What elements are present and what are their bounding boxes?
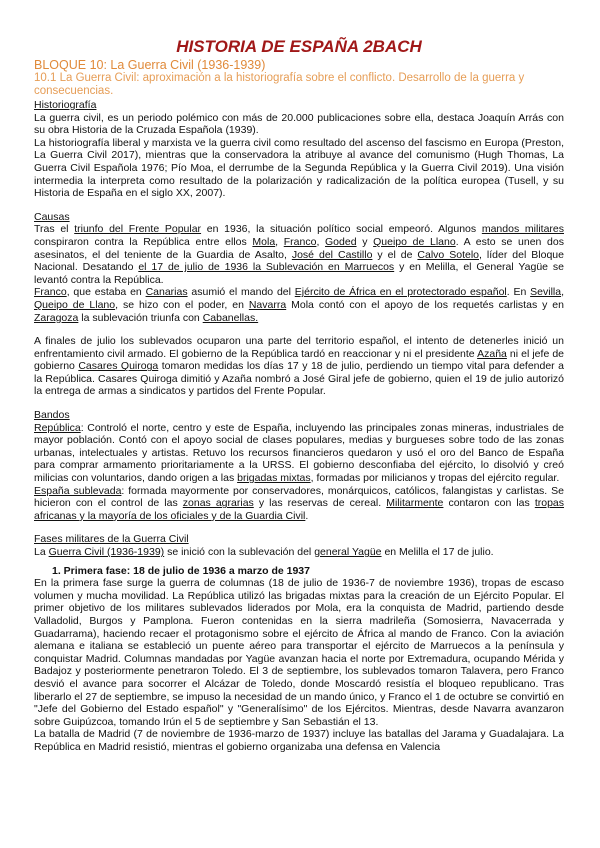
phase-1-title: 1. Primera fase: 18 de julio de 1936 a marzo de 1937 [52,564,310,577]
causas-paragraph-3: A finales de julio los sublevados ocuparon una parte del territorio español, el intento de detenerles inició un enfrentamiento civil armado. El gobierno de la República tardó en reaccionar y ni el presidente Azaña ni el jefe de gobierno Casares Quiroga tomaron medidas los días 17 y 18 de julio, perdiendo un tiempo vital para defender a la República. Casares Quiroga dimitió y Azaña nombró a José Giral jefe de gobierno, quien el 19 de julio autorizó la entrega de armas a sindicatos y partidos del Frente Popular. [34,335,565,398]
bandos-paragraph-republica: República: Controló el norte, centro y este de España, incluyendo las principales zonas mineras, industriales de mayor población. Contó con el apoyo social de clases populares, medias y burgueses sobre todo de las zonas urbanas, intelectuales y artistas. Retuvo los recursos financieros quedaron y usó el oro del Banco de España para comprar armamento prioritariamente a la URSS. El gobierno desconfiaba del ejército, lo disolvió y creó milicias con voluntarios, dando origen a las brigadas mixtas, formadas por milicianos y tropas del ejército regular. [34,421,564,485]
fases-heading: Fases militares de la Guerra Civil [34,533,189,546]
historiografia-paragraph-2: La historiografía liberal y marxista ve la guerra civil como resultado del ascenso del fascismo en Europa (Preston, La Guerra Civil 2017), mientras que la conservadora la atribuye al avance del comunismo (Hugh Thomas, La Guerra Civil Española 1976; Pío Moa, el derrumbe de la Segunda República y la Guerra Civil 2019). Una visión intermedia la interpreta como resultado de la polarización y radicalización de la política europea (Tusell, y su Historia de España en el siglo XX, 2007). [34,136,564,200]
causas-heading: Causas [34,210,70,223]
spacer [34,324,564,335]
bandos-heading: Bandos [34,409,70,422]
bloque-heading: BLOQUE 10: La Guerra Civil (1936-1939) [34,58,266,72]
causas-paragraph-1: Tras el triunfo del Frente Popular en 1936, la situación político social empeoró. Algunos mandos militares conspiraron contra la República entre ellos Mola, Franco, Goded y Queipo de Llano. A esto se unen dos asesinatos, el del teniente de la Guardia de Asalto, José del Castillo y el de Calvo Sotelo, líder del Bloque Nacional. Desatando el 17 de julio de 1936 la Sublevación en Marruecos y en Melilla, el General Yagüe se levantó contra la República. [34,223,564,286]
bandos-paragraph-sublevada: España sublevada: formada mayormente por conservadores, monárquicos, católicos, falangistas y carlistas. Se hicieron con el control de las zonas agrarias y las reservas de cereal. Militarmente contaron con las tropas africanas y la mayoría de los oficiales y de la Guardia Civil. [34,484,564,522]
fases-intro: La Guerra Civil (1936-1939) se inició con la sublevación del general Yagüe en Melilla el 17 de julio. [34,546,494,558]
phase-1-paragraph-2: La batalla de Madrid (7 de noviembre de 1936-marzo de 1937) incluye las batallas del Jarama y Guadalajara. La República en Madrid resistió, mientras el gobierno organizaba una defensa en Valencia [34,728,564,753]
historiografia-heading: Historiografía [34,99,97,111]
spacer [34,200,564,211]
historiografia-paragraph-1: La guerra civil, es un periodo polémico con más de 20.000 publicaciones sobre ella, destaca Joaquín Arrás con su obra Historia de la Cruzada Española (1939). [34,111,564,137]
topic-subtitle: 10.1 La Guerra Civil: aproximación a la historiografía sobre el conflicto. Desarrollo de la guerra y consecuencias. [34,72,525,97]
phase-1-paragraph-1: En la primera fase surge la guerra de columnas (18 de julio de 1936-7 de noviembre 1936), tropas de escaso volumen y mucha movilidad. La República utilizó las brigadas mixtas para la creación de un Ejército Popular. El primer objetivo de los militares sublevados liderados por Mola, era la conquista de Madrid, partiendo desde Valladolid, Burgos y Pamplona. Fueron contenidas en la sierra madrileña (Somosierra, Navacerrada y Guadarrama), haciendo recaer el protagonismo sobre el ejército de África al mando de Franco. Con la aviación alemana e italiana se estableció un puente aéreo para transportar el ejército de Marruecos a la península y conquistar Madrid. Columnas mandadas por Yagüe avanzan hacia el norte por Extremadura, ocupando Mérida y Badajoz y posteriormente penetraron Toledo. El 3 de septiembre, los sublevados tomaron Talavera, pero Franco desvió el avance para socorrer el Alcázar de Toledo, donde Moscardó resistía el bloqueo republicano. Tras liberarlo el 27 de septiembre, se impuso la necesidad de un mando único, y Franco el 1 de octubre se convirtió en "Jefe del Gobierno del Estado español" y "Generalísimo" de los Ejércitos. Mientras, desde Navarra avanzaron sobre Guipúzcoa, tomando Irún el 5 de septiembre y San Sebastián el 13. [34,577,564,728]
spacer [34,398,564,409]
causas-paragraph-2: Franco, que estaba en Canarias asumió el mando del Ejército de África en el protectorado español. En Sevilla, Queipo de Llano, se hizo con el poder, en Navarra Mola contó con el apoyo de los requetés carlistas y en Zaragoza la sublevación triunfa con Cabanellas. [34,286,564,324]
document-page [34,38,564,754]
document-title: HISTORIA DE ESPAÑA 2BACH [176,37,422,56]
spacer [34,522,564,533]
